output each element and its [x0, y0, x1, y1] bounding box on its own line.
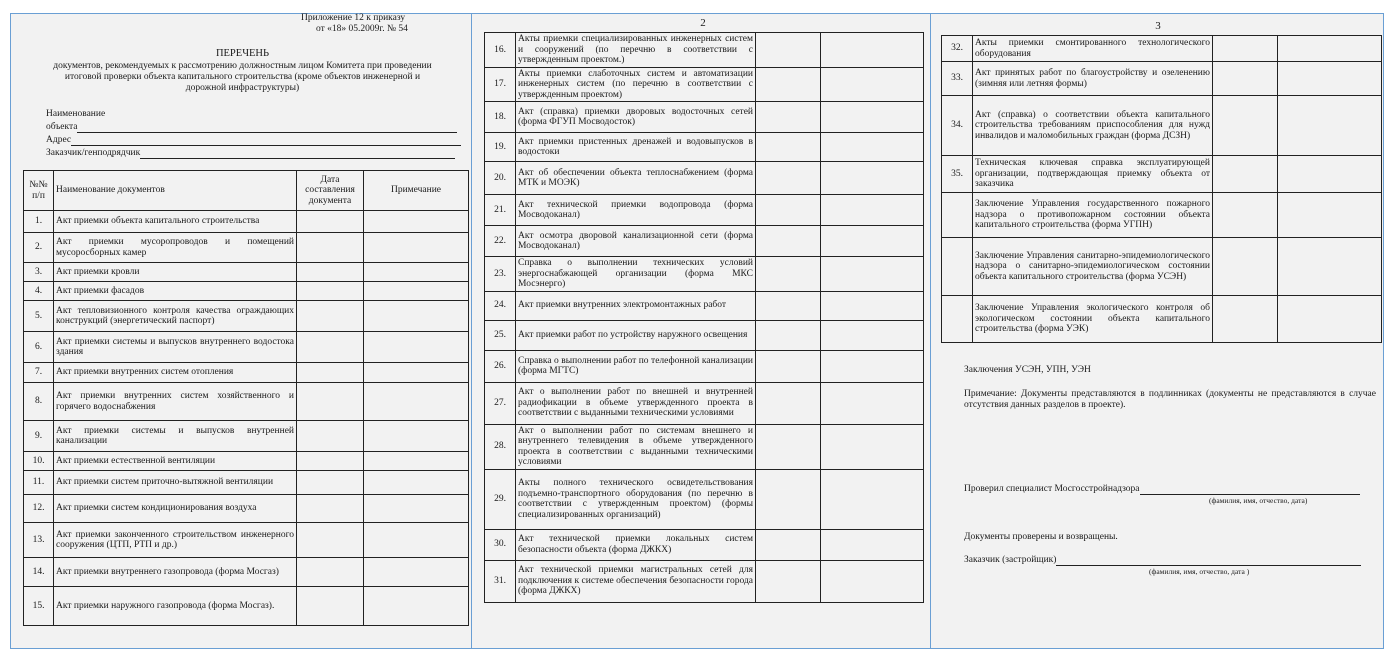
table-row	[24, 263, 469, 282]
row-note-cell	[821, 162, 924, 195]
row-date-cell	[756, 195, 821, 226]
row-number: 20.	[485, 162, 516, 195]
row-note-cell	[821, 67, 924, 102]
field-label-name: Наименование	[46, 109, 106, 119]
table-row	[24, 282, 469, 301]
fio-hint-2: (фамилия, имя, отчество, дата )	[1149, 567, 1250, 576]
row-document-name: Акт приемки кровли	[54, 263, 297, 282]
row-document-name: Акт технической приемки водопровода (форма Мосводоканал)	[516, 195, 756, 226]
row-date-cell	[756, 560, 821, 602]
row-document-name: Акт принятых работ по благоустройству и озеленению (зимняя или летняя формы)	[973, 62, 1213, 96]
row-number: 18.	[485, 102, 516, 133]
row-date-cell	[297, 471, 364, 495]
table-row	[24, 332, 469, 363]
table-row	[942, 156, 1382, 193]
row-number: 32.	[942, 36, 973, 62]
row-note-cell	[364, 383, 469, 421]
row-number: 6.	[24, 332, 54, 363]
field-label-address: Адрес	[46, 135, 72, 145]
row-note-cell	[1278, 193, 1382, 238]
row-number: 7.	[24, 363, 54, 383]
returned-text: Документы проверены и возвращены.	[964, 532, 1118, 542]
row-date-cell	[297, 523, 364, 558]
table-row	[24, 383, 469, 421]
table-row	[485, 67, 924, 102]
row-number: 22.	[485, 226, 516, 257]
table-row	[24, 523, 469, 558]
row-date-cell	[297, 383, 364, 421]
row-note-cell	[364, 471, 469, 495]
row-document-name: Техническая ключевая справка эксплуатирующей организации, подтверждающая приемку объекта от заказчика	[973, 156, 1213, 193]
row-date-cell	[756, 291, 821, 320]
row-note-cell	[821, 195, 924, 226]
table-row	[485, 33, 924, 68]
row-note-cell	[364, 421, 469, 452]
row-document-name: Заключение Управления экологического контроля об экологическом состоянии объекта капитального строительства (форма УЭК)	[973, 296, 1213, 343]
checked-by-label: Проверил специалист Мосгосстройнадзора	[964, 484, 1140, 494]
row-document-name: Акт приемки внутренних электромонтажных работ	[516, 291, 756, 320]
table-row	[485, 102, 924, 133]
row-date-cell	[1213, 96, 1278, 156]
row-number: 9.	[24, 421, 54, 452]
doc-subtitle-3: дорожной инфраструктуры)	[185, 83, 300, 93]
row-note-cell	[364, 558, 469, 587]
row-date-cell	[1213, 62, 1278, 96]
table-row	[942, 238, 1382, 296]
row-number: 35.	[942, 156, 973, 193]
row-note-cell	[364, 301, 469, 332]
row-date-cell	[756, 33, 821, 68]
row-date-cell	[297, 495, 364, 523]
row-note-cell	[821, 529, 924, 560]
table-row	[24, 363, 469, 383]
row-number: 13.	[24, 523, 54, 558]
row-note-cell	[1278, 96, 1382, 156]
row-note-cell	[821, 102, 924, 133]
row-date-cell	[1213, 238, 1278, 296]
row-document-name: Акт (справка) о соответствии объекта капитального строительства требованиям приспособления для нужд инвалидов и маломобильных граждан (форма ДСЗН)	[973, 96, 1213, 156]
row-number	[942, 193, 973, 238]
row-date-cell	[756, 67, 821, 102]
row-document-name: Акт приемки законченного строительством инженерного сооружения (ЦТП, РТП и др.)	[54, 523, 297, 558]
row-document-name: Акт технической приемки магистральных сетей для подключения к системе обеспечения безопасности города (форма ДЖКХ)	[516, 560, 756, 602]
field-label-customer: Заказчик/генподрядчик	[46, 148, 141, 158]
row-date-cell	[1213, 296, 1278, 343]
row-document-name: Акт приемки фасадов	[54, 282, 297, 301]
row-number: 19.	[485, 133, 516, 162]
row-document-name: Справка о выполнении работ по телефонной канализации (форма МГТС)	[516, 350, 756, 382]
row-date-cell	[297, 452, 364, 471]
row-date-cell	[756, 350, 821, 382]
row-date-cell	[297, 332, 364, 363]
row-date-cell	[756, 320, 821, 350]
table-row	[24, 471, 469, 495]
row-date-cell	[297, 263, 364, 282]
row-number	[942, 238, 973, 296]
table-row	[485, 320, 924, 350]
table-header-row	[24, 171, 469, 211]
row-number: 30.	[485, 529, 516, 560]
header-note: Примечание	[364, 171, 469, 211]
row-document-name: Акт приемки естественной вентиляции	[54, 452, 297, 471]
row-note-cell	[364, 263, 469, 282]
field-customer	[46, 148, 455, 159]
table-row	[485, 469, 924, 529]
row-note-cell	[364, 523, 469, 558]
row-note-cell	[364, 363, 469, 383]
row-number: 2.	[24, 233, 54, 263]
row-note-cell	[821, 320, 924, 350]
row-note-cell	[821, 350, 924, 382]
object-line	[77, 123, 457, 133]
row-number: 1.	[24, 211, 54, 233]
row-note-cell	[821, 424, 924, 469]
row-date-cell	[297, 301, 364, 332]
customer-sign-line	[1056, 556, 1361, 566]
table-row	[24, 495, 469, 523]
doc-title: ПЕРЕЧЕНЬ	[215, 48, 270, 59]
appendix-date: от «18» 05.2009г. № 54	[316, 24, 408, 34]
row-document-name: Акт приемки мусоропроводов и помещений мусоросборных камер	[54, 233, 297, 263]
row-date-cell	[1213, 36, 1278, 62]
row-document-name: Акт о выполнении работ по системам внешнего и внутреннего телевидения в объеме утвержденного проекта в соответствии с выданными техническими условиями	[516, 424, 756, 469]
row-date-cell	[756, 382, 821, 424]
row-number: 15.	[24, 587, 54, 626]
row-number: 24.	[485, 291, 516, 320]
row-note-cell	[1278, 62, 1382, 96]
row-document-name: Акты приемки специализированных инженерных систем и сооружений (по перечню в соответствии с утвержденным проектом.)	[516, 33, 756, 68]
table-row	[24, 233, 469, 263]
table-row	[24, 558, 469, 587]
document-page-2	[471, 13, 933, 649]
row-number: 25.	[485, 320, 516, 350]
row-document-name: Акты приемки слаботочных систем и автоматизации инженерных систем (по перечню в соответствии с утвержденным проектом)	[516, 67, 756, 102]
row-note-cell	[1278, 156, 1382, 193]
header-num: №№ п/п	[24, 171, 54, 211]
row-document-name: Акты приемки смонтированного технологического оборудования	[973, 36, 1213, 62]
row-note-cell	[821, 560, 924, 602]
row-number: 17.	[485, 67, 516, 102]
row-document-name: Акт о выполнении работ по внешней и внутренней радиофикации в объеме утвержденного проекта в соответствии с выданными техническими условиями	[516, 382, 756, 424]
checked-by	[964, 484, 1360, 495]
row-date-cell	[297, 421, 364, 452]
row-date-cell	[756, 529, 821, 560]
table-row	[485, 257, 924, 292]
row-number: 29.	[485, 469, 516, 529]
row-note-cell	[1278, 296, 1382, 343]
note-text: Примечание: Документы представляются в подлинниках (документы не представляются в случае отсутствия данных разделов в проекте).	[964, 389, 1376, 410]
row-document-name: Акт приемки пристенных дренажей и водовыпусков в водостоки	[516, 133, 756, 162]
row-number: 14.	[24, 558, 54, 587]
row-note-cell	[364, 452, 469, 471]
table-row	[485, 529, 924, 560]
row-note-cell	[821, 291, 924, 320]
row-number: 28.	[485, 424, 516, 469]
row-document-name: Акт приемки наружного газопровода (форма Мосгаз).	[54, 587, 297, 626]
page-number-2: 2	[700, 17, 706, 29]
table-row	[942, 36, 1382, 62]
row-note-cell	[821, 257, 924, 292]
row-document-name: Акт тепловизионного контроля качества ограждающих конструкций (энергетический паспорт)	[54, 301, 297, 332]
row-note-cell	[821, 133, 924, 162]
row-number: 16.	[485, 33, 516, 68]
row-document-name: Акт приемки системы и выпусков внутренней канализации	[54, 421, 297, 452]
row-date-cell	[756, 424, 821, 469]
documents-table-2	[484, 32, 924, 603]
table-row	[485, 424, 924, 469]
row-document-name: Акт об обеспечении объекта теплоснабжением (форма МТК и МОЭК)	[516, 162, 756, 195]
row-number: 31.	[485, 560, 516, 602]
document-page-3	[930, 13, 1384, 649]
table-row	[485, 382, 924, 424]
row-number: 23.	[485, 257, 516, 292]
table-row	[485, 195, 924, 226]
row-note-cell	[364, 233, 469, 263]
row-date-cell	[297, 211, 364, 233]
row-document-name: Заключение Управления государственного пожарного надзора о противопожарном состоянии объекта капитального строительства (форма УГПН)	[973, 193, 1213, 238]
row-date-cell	[297, 233, 364, 263]
row-number	[942, 296, 973, 343]
row-number: 21.	[485, 195, 516, 226]
row-date-cell	[1213, 193, 1278, 238]
row-date-cell	[756, 226, 821, 257]
table-row	[24, 301, 469, 332]
table-row	[942, 193, 1382, 238]
row-date-cell	[756, 162, 821, 195]
row-document-name: Акт приемки внутренних систем отопления	[54, 363, 297, 383]
row-document-name: Акт приемки объекта капитального строительства	[54, 211, 297, 233]
table-row	[485, 133, 924, 162]
row-number: 5.	[24, 301, 54, 332]
row-date-cell	[297, 282, 364, 301]
row-document-name: Акт (справка) приемки дворовых водосточных сетей (форма ФГУП Мосводосток)	[516, 102, 756, 133]
row-date-cell	[297, 587, 364, 626]
row-date-cell	[756, 102, 821, 133]
table-row	[485, 560, 924, 602]
row-number: 10.	[24, 452, 54, 471]
row-document-name: Акт приемки работ по устройству наружного освещения	[516, 320, 756, 350]
row-date-cell	[297, 558, 364, 587]
table-row	[942, 62, 1382, 96]
row-note-cell	[821, 33, 924, 68]
row-document-name: Акт приемки внутреннего газопровода (форма Мосгаз)	[54, 558, 297, 587]
checked-by-line	[1140, 485, 1360, 495]
table-row	[485, 350, 924, 382]
table-row	[485, 291, 924, 320]
header-name: Наименование документов	[54, 171, 297, 211]
row-note-cell	[1278, 36, 1382, 62]
row-note-cell	[364, 495, 469, 523]
document-page-1	[10, 13, 473, 649]
row-document-name: Справка о выполнении технических условий энергоснабжающей организации (форма МКС Мосэнерго)	[516, 257, 756, 292]
doc-subtitle-2: итоговой проверки объекта капитального строительства (кроме объектов инженерной и	[64, 72, 421, 82]
row-document-name: Акт приемки систем приточно-вытяжной вентиляции	[54, 471, 297, 495]
row-number: 27.	[485, 382, 516, 424]
doc-subtitle-1: документов, рекомендуемых к рассмотрению должностным лицом Комитета при проведении	[53, 61, 432, 71]
row-document-name: Акт приемки внутренних систем хозяйственного и горячего водоснабжения	[54, 383, 297, 421]
row-document-name: Акт приемки систем кондиционирования воздуха	[54, 495, 297, 523]
row-document-name: Акт приемки системы и выпусков внутреннего водостока здания	[54, 332, 297, 363]
table-row	[24, 587, 469, 626]
documents-table-3	[941, 35, 1382, 343]
customer-sign	[964, 555, 1361, 566]
header-date: Дата составления документа	[297, 171, 364, 211]
row-note-cell	[364, 211, 469, 233]
row-number: 26.	[485, 350, 516, 382]
row-number: 8.	[24, 383, 54, 421]
row-number: 3.	[24, 263, 54, 282]
row-number: 34.	[942, 96, 973, 156]
row-document-name: Акт осмотра дворовой канализационной сети (форма Мосводоканал)	[516, 226, 756, 257]
table-row	[24, 211, 469, 233]
row-number: 4.	[24, 282, 54, 301]
field-object	[46, 122, 457, 133]
row-note-cell	[364, 587, 469, 626]
fio-hint-1: (фамилия, имя, отчество, дата)	[1209, 496, 1308, 505]
row-date-cell	[756, 469, 821, 529]
table-row	[485, 226, 924, 257]
documents-table-1	[23, 170, 469, 626]
row-document-name: Заключение Управления санитарно-эпидемиологического надзора о санитарно-эпидемиологическом состоянии объекта капитального строительства (форма УСЭН)	[973, 238, 1213, 296]
row-document-name: Акт технической приемки локальных систем безопасности объекта (форма ДЖКХ)	[516, 529, 756, 560]
field-label-object: объекта	[46, 122, 78, 132]
conclusions-text: Заключения УСЭН, УПН, УЭН	[964, 365, 1091, 375]
row-number: 33.	[942, 62, 973, 96]
row-number: 12.	[24, 495, 54, 523]
table-row	[942, 296, 1382, 343]
row-date-cell	[756, 133, 821, 162]
row-number: 11.	[24, 471, 54, 495]
table-row	[485, 162, 924, 195]
appendix-label: Приложение 12 к приказу	[301, 13, 406, 23]
page-number-3: 3	[1155, 20, 1161, 32]
row-document-name: Акты полного технического освидетельствования подъемно-транспортного оборудования (по перечню в соответствии с утвержденным проектом) (формы специализированных организаций)	[516, 469, 756, 529]
customer-line	[140, 149, 455, 159]
row-note-cell	[1278, 238, 1382, 296]
table-row	[942, 96, 1382, 156]
row-note-cell	[364, 282, 469, 301]
row-note-cell	[821, 469, 924, 529]
field-address	[46, 135, 461, 146]
address-line	[71, 136, 461, 146]
row-note-cell	[364, 332, 469, 363]
row-date-cell	[297, 363, 364, 383]
row-date-cell	[1213, 156, 1278, 193]
row-note-cell	[821, 382, 924, 424]
row-date-cell	[756, 257, 821, 292]
table-row	[24, 452, 469, 471]
row-note-cell	[821, 226, 924, 257]
table-row	[24, 421, 469, 452]
customer-label: Заказчик (застройщик)	[964, 555, 1057, 565]
